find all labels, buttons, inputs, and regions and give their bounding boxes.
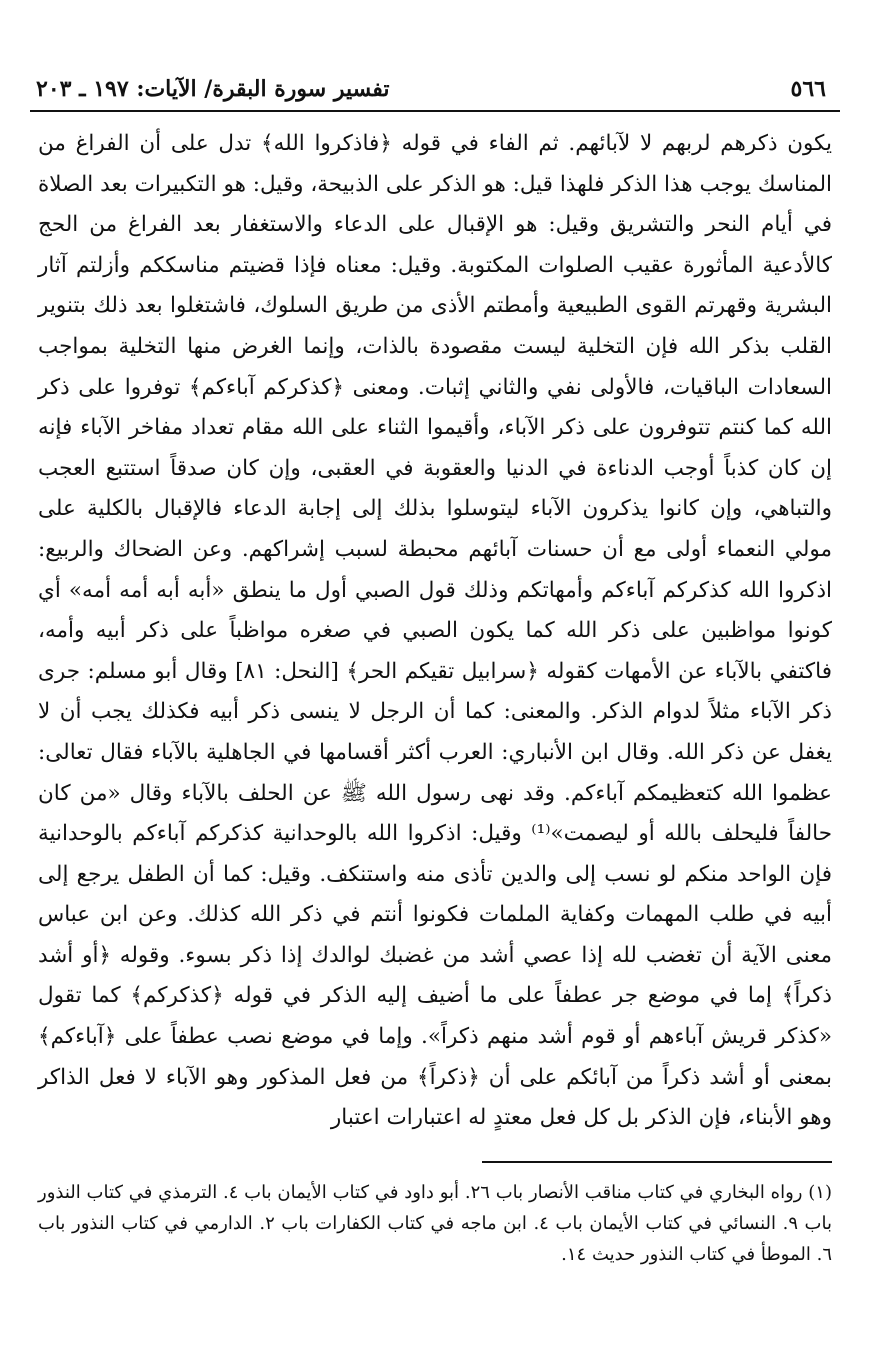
footnote-1: (١) رواه البخاري في كتاب مناقب الأنصار باب ٢٦. أبو داود في كتاب الأيمان باب ٤. الترمذي في كتاب النذور باب ٩. النسائي في كتاب الأيمان باب ٤. ابن ماجه في كتاب الكفارات باب ٢. الدارمي في كتاب النذور باب ٦. الموطأ في كتاب النذور حديث ١٤.: [38, 1181, 832, 1265]
main-text: [30, 112, 840, 1139]
page-header: [30, 70, 840, 112]
book-page: [30, 70, 840, 1270]
main-paragraph: يكون ذكرهم لربهم لا لآبائهم. ثم الفاء في قوله ﴿فاذكروا الله﴾ تدل على أن الفراغ من المناسك يوجب هذا الذكر فلهذا قيل: هو الذكر على الذبيحة، وقيل: هو التكبيرات بعد الصلاة في أيام النحر والتشريق وقيل: هو الإقبال على الدعاء والاستغفار بعد الفراغ من الحج كالأدعية المأثورة عقيب الصلوات المكتوبة. وقيل: معناه فإذا قضيتم مناسككم وأزلتم آثار البشرية وقهرتم القوى الطبيعية وأمطتم الأذى من طريق السلوك، فاشتغلوا بعد ذلك بتنوير القلب بذكر الله فإن التخلية ليست مقصودة بالذات، وإنما الغرض منها التخلية بمواجب السعادات الباقيات، فالأولى نفي والثاني إثبات. ومعنى ﴿كذكركم آباءكم﴾ توفروا على ذكر الله كما كنتم تتوفرون على ذكر الآباء، وأقيموا الثناء على الله مقام تعداد مفاخر الآباء فإنه إن كان كذباً أوجب الدناءة في الدنيا والعقوبة في العقبى، وإن كان صدقاً استتبع العجب والتباهي، وإن كانوا يذكرون الآباء ليتوسلوا بذلك إلى إجابة الدعاء فالإقبال بالكلية على مولي النعماء أولى مع أن حسنات آبائهم محبطة لسبب إشراكهم. وعن الضحاك والربيع: اذكروا الله كذكركم آباءكم وأمهاتكم وذلك قول الصبي أول ما ينطق «أبه أبه أمه أمه» أي كونوا مواظبين على ذكر الله كما يكون الصبي في صغره مواظباً على ذكر أبيه وأمه، فاكتفي بالآباء عن الأمهات كقوله ﴿سرابيل تقيكم الحر﴾ [النحل: ٨١] وقال أبو مسلم: جرى ذكر الآباء مثلاً لدوام الذكر. والمعنى: كما أن الرجل لا ينسى ذكر أبيه فكذلك يجب أن لا يغفل عن ذكر الله. وقال ابن الأنباري: العرب أكثر أقسامها في الجاهلية بالآباء فقال تعالى: عظموا الله كتعظيمكم آباءكم. وقد نهى رسول الله ﷺ عن الحلف بالآباء وقال «من كان حالفاً فليحلف بالله أو ليصمت»⁽¹⁾ وقيل: اذكروا الله بالوحدانية كذكركم آباءكم بالوحدانية فإن الواحد منكم لو نسب إلى والدين تأذى منه واستنكف. وقيل: كما أن الطفل يرجع إلى أبيه في طلب المهمات وكفاية الملمات فكونوا أنتم في ذكر الله كذلك. وعن ابن عباس معنى الآية أن تغضب لله إذا عصي أشد من غضبك لوالدك إذا ذكر بسوء. وقوله ﴿أو أشد ذكراً﴾ إما في موضع جر عطفاً على ما أضيف إليه الذكر في قوله ﴿كذكركم﴾ كما تقول «كذكر قريش آباءهم أو قوم أشد منهم ذكراً». وإما في موضع نصب عطفاً على ﴿آباءكم﴾ بمعنى أو أشد ذكراً من آبائكم على أن ﴿ذكراً﴾ من فعل المذكور وهو الآباء لا فعل الذاكر وهو الأبناء، فإن الذكر بل كل فعل معتدٍ له اعتبارات اعتبار: [38, 131, 832, 1131]
footnotes: [30, 1163, 840, 1270]
running-title: تفسير سورة البقرة/ الآيات: ١٩٧ ـ ٢٠٣: [36, 76, 390, 102]
page-number: ٥٦٦: [790, 76, 826, 102]
